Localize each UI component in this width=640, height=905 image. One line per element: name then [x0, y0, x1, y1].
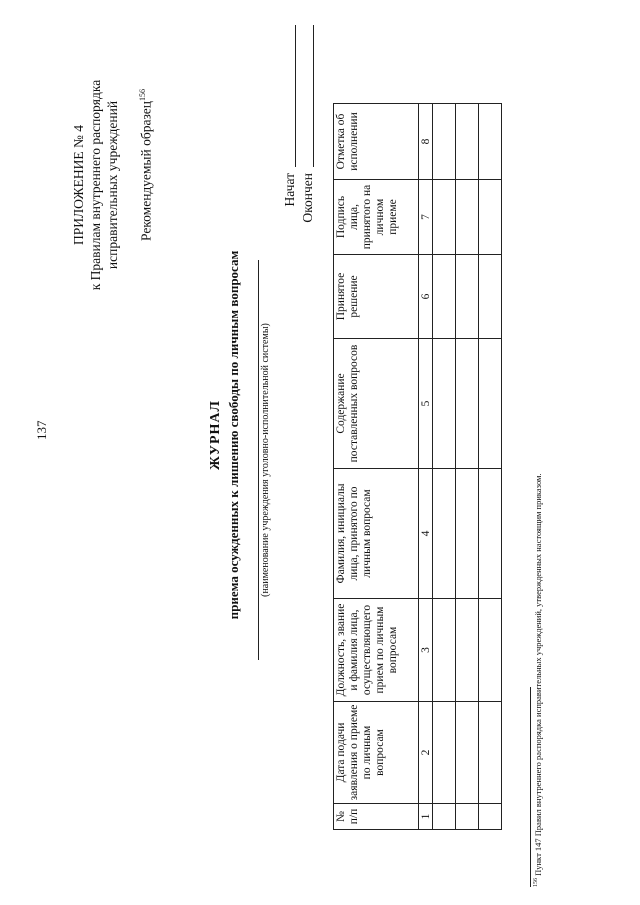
header-cell-person: Фамилия, инициалы лица, принятого по личным вопросам	[334, 469, 419, 599]
empty-cell[interactable]	[456, 104, 479, 180]
table-row	[479, 104, 502, 830]
table-header-row	[334, 104, 419, 830]
journal-title: ЖУРНАЛ	[208, 400, 223, 470]
recommended-sample-label	[138, 25, 155, 305]
journal-table	[333, 103, 502, 830]
appendix-line-1: к Правилам внутреннего распорядка	[88, 79, 103, 291]
institution-caption: (наименование учреждения уголовно-исполнительной системы)	[260, 323, 271, 597]
rotated-form-sheet	[0, 25, 560, 905]
started-row	[282, 25, 300, 235]
empty-cell[interactable]	[479, 702, 502, 804]
empty-cell[interactable]	[433, 255, 456, 339]
empty-cell[interactable]	[456, 599, 479, 702]
empty-cell[interactable]	[479, 104, 502, 180]
empty-cell[interactable]	[433, 804, 456, 830]
header-cell-official: Должность, звание и фамилия лица, осуществляющего прием по личным вопросам	[334, 599, 419, 702]
header-cell-decision: Принятое решение	[334, 255, 419, 339]
appendix-line-2: исправительных учреждений	[105, 100, 120, 270]
started-finished-block	[282, 25, 318, 235]
column-number: 7	[419, 180, 433, 255]
column-number: 3	[419, 599, 433, 702]
table-row	[456, 104, 479, 830]
started-date-line[interactable]	[295, 25, 296, 167]
column-number: 5	[419, 339, 433, 469]
empty-cell[interactable]	[456, 255, 479, 339]
journal-title-block	[208, 185, 242, 685]
finished-row	[300, 25, 318, 235]
header-cell-execution: Отметка об исполнении	[334, 104, 419, 180]
footnote-ref: 156	[533, 878, 540, 887]
column-number: 8	[419, 104, 433, 180]
empty-cell[interactable]	[433, 180, 456, 255]
column-number: 1	[419, 804, 433, 830]
empty-cell[interactable]	[479, 599, 502, 702]
institution-name-line	[258, 260, 271, 660]
started-label: Начат	[282, 173, 297, 207]
header-cell-signature: Подпись лица, принятого на личном приеме	[334, 180, 419, 255]
page-number: 137	[34, 420, 49, 440]
empty-cell[interactable]	[433, 469, 456, 599]
empty-cell[interactable]	[433, 599, 456, 702]
empty-cell[interactable]	[479, 804, 502, 830]
sample-text: Рекомендуемый образец	[138, 101, 154, 242]
journal-subtitle: приема осужденных к лишению свободы по личным вопросам	[226, 250, 241, 620]
finished-date-line[interactable]	[313, 25, 314, 167]
empty-cell[interactable]	[433, 702, 456, 804]
empty-cell[interactable]	[456, 804, 479, 830]
header-cell-number: № п/п	[334, 804, 419, 830]
empty-cell[interactable]	[456, 702, 479, 804]
column-number: 2	[419, 702, 433, 804]
finished-label: Окончен	[300, 173, 315, 223]
empty-cell[interactable]	[479, 469, 502, 599]
empty-cell[interactable]	[456, 469, 479, 599]
footnote-separator	[530, 687, 531, 887]
footnote	[533, 187, 543, 887]
empty-cell[interactable]	[479, 180, 502, 255]
footnote-text: Пункт 147 Правил внутреннего распорядка исправительных учреждений, утвержденных настоящим приказом.	[533, 473, 543, 876]
appendix-header	[70, 35, 121, 335]
appendix-title: ПРИЛОЖЕНИЕ № 4	[71, 124, 86, 246]
column-number: 4	[419, 469, 433, 599]
column-number: 6	[419, 255, 433, 339]
empty-cell[interactable]	[433, 339, 456, 469]
empty-cell[interactable]	[479, 339, 502, 469]
empty-cell[interactable]	[456, 339, 479, 469]
sample-footnote-ref: 156	[138, 89, 147, 101]
table-row	[433, 104, 456, 830]
empty-cell[interactable]	[433, 104, 456, 180]
column-number-row	[419, 104, 433, 830]
header-cell-date: Дата подачи заявления о приеме по личным вопросам	[334, 702, 419, 804]
header-cell-content: Содержание поставленных вопросов	[334, 339, 419, 469]
empty-cell[interactable]	[456, 180, 479, 255]
empty-cell[interactable]	[479, 255, 502, 339]
